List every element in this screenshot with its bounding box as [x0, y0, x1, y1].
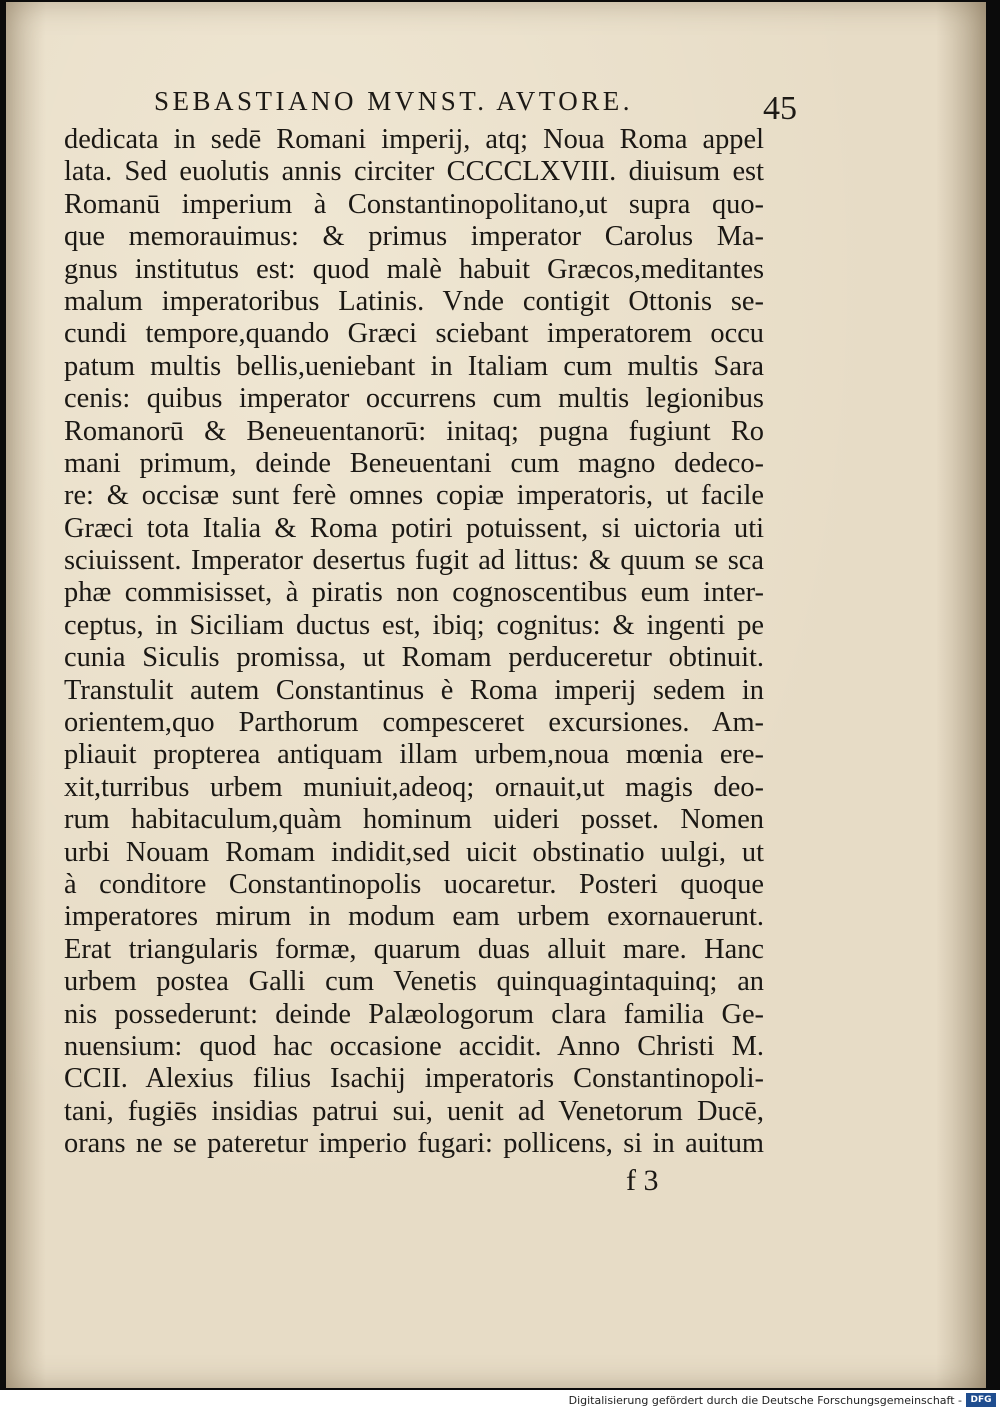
text-line: rum habitaculum,quàm hominum uideri posset. Nomen [64, 804, 764, 836]
dfg-logo-icon: DFG [966, 1393, 996, 1407]
text-line: Transtulit autem Constantinus è Roma imperij sedem in [64, 674, 764, 706]
text-line: cunia Siculis promissa, ut Romam perduceretur obtinuit. [64, 642, 764, 674]
signature-mark: f 3 [626, 1164, 659, 1197]
text-line: pliauit propterea antiquam illam urbem,noua mœnia ere- [64, 739, 764, 771]
text-line: nuensium: quod hac occasione accidit. Anno Christi M. [64, 1030, 764, 1062]
page-number: 45 [763, 90, 797, 127]
text-line: Erat triangularis formæ, quarum duas alluit mare. Hanc [64, 933, 764, 965]
text-line: Romanū imperium à Constantinopolitano,ut supra quo- [64, 188, 764, 220]
text-line: orans ne se pateretur imperio fugari: pollicens, si in auitum [64, 1128, 764, 1160]
text-line: Romanorū & Beneuentanorū: initaq; pugna fugiunt Ro [64, 415, 764, 447]
text-line: à conditore Constantinopolis uocaretur. Posteri quoque [64, 868, 764, 900]
footer-credit: Digitalisierung gefördert durch die Deutsche Forschungsgemeinschaft - [568, 1394, 962, 1407]
text-line: CCII. Alexius filius Isachij imperatoris Constantinopoli- [64, 1063, 764, 1095]
text-line: sciuissent. Imperator desertus fugit ad littus: & quum se sca [64, 545, 764, 577]
text-line: orientem,quo Parthorum compesceret excursiones. Am- [64, 707, 764, 739]
text-line: urbi Nouam Romam indidit,sed uicit obstinatio uulgi, ut [64, 836, 764, 868]
running-head: SEBASTIANO MVNST. AVTORE. [154, 86, 634, 116]
text-line: tani, fugiēs insidias patrui sui, uenit ad Venetorum Ducē, [64, 1095, 764, 1127]
text-line: urbem postea Galli cum Venetis quinquagintaquinq; an [64, 966, 764, 998]
text-line: ceptus, in Siciliam ductus est, ibiq; cognitus: & ingenti pe [64, 609, 764, 641]
text-line: Græci tota Italia & Roma potiri potuissent, si uictoria uti [64, 512, 764, 544]
text-line: que memorauimus: & primus imperator Carolus Ma- [64, 221, 764, 253]
body-text [64, 124, 764, 1161]
text-line: phæ commisisset, à piratis non cognoscentibus eum inter- [64, 577, 764, 609]
text-line: imperatores mirum in modum eam urbem exornauerunt. [64, 901, 764, 933]
text-line: cenis: quibus imperator occurrens cum multis legionibus [64, 383, 764, 415]
text-line: malum imperatoribus Latinis. Vnde contigit Ottonis se- [64, 285, 764, 317]
text-line: gnus institutus est: quod malè habuit Græcos,meditantes [64, 253, 764, 285]
text-line: re: & occisæ sunt ferè omnes copiæ imperatoris, ut facile [64, 480, 764, 512]
text-line: mani primum, deinde Beneuentani cum magno dedeco- [64, 447, 764, 479]
text-line: xit,turribus urbem muniuit,adeoq; ornauit,ut magis deo- [64, 771, 764, 803]
text-line: patum multis bellis,ueniebant in Italiam cum multis Sara [64, 350, 764, 382]
book-page [6, 2, 986, 1388]
text-line: dedicata in sedē Romani imperij, atq; Noua Roma appel [64, 124, 764, 155]
text-line: nis possederunt: deinde Palæologorum clara familia Ge- [64, 998, 764, 1030]
text-line: cundi tempore,quando Græci sciebant imperatorem occu [64, 318, 764, 350]
text-line: lata. Sed euolutis annis circiter CCCCLXVIII. diuisum est [64, 156, 764, 188]
